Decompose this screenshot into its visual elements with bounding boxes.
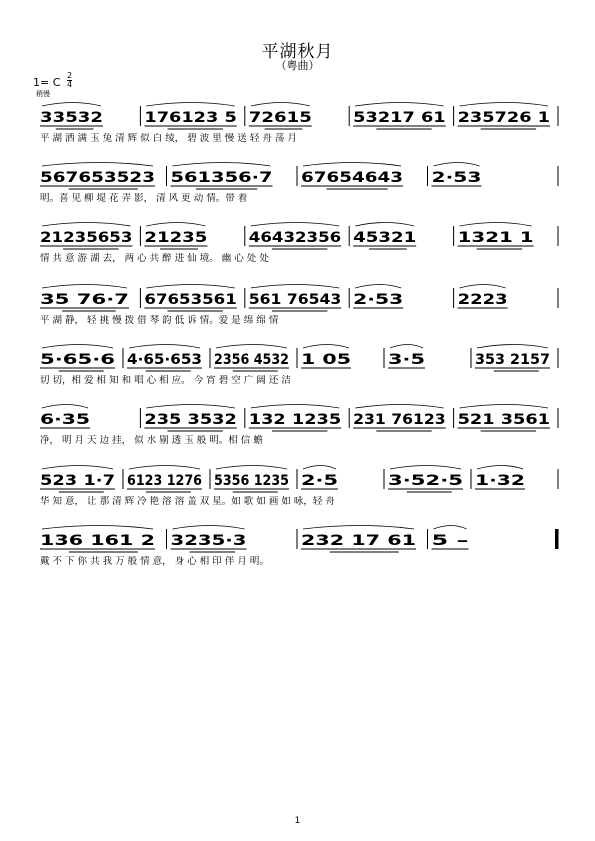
- bar-notes: 2·5: [301, 473, 338, 489]
- slur-mark: [355, 405, 443, 409]
- lyric-line: 平 湖 静， 轻 挑 慢 拨 借 琴 韵 低 诉 情。爱 是 绵 绵 情: [40, 315, 279, 326]
- bar-notes: 2·53: [353, 292, 404, 308]
- bar-notes: 561356·7: [170, 170, 273, 186]
- slur-mark: [42, 223, 130, 227]
- score-row: [40, 163, 558, 190]
- slur-mark: [460, 285, 506, 289]
- bar-notes: 5·65·6: [40, 352, 115, 368]
- time-signature-top: 2: [67, 71, 73, 80]
- slur-mark: [129, 466, 200, 470]
- bar-notes: 235 3532: [144, 412, 237, 428]
- bar-notes: 3·5: [388, 352, 425, 368]
- bar-notes: 1 05: [301, 352, 351, 368]
- slur-mark: [303, 526, 414, 530]
- slur-mark: [251, 223, 339, 227]
- bar-notes: 136 161 2: [40, 533, 155, 549]
- slur-mark: [355, 285, 401, 289]
- bar-notes: 21235653: [40, 230, 133, 246]
- lyric-line: 明。喜 见 柳 堤 花 弄 影， 清 风 更 动 情。带 着: [40, 193, 248, 204]
- slur-mark: [460, 103, 548, 107]
- slur-mark: [42, 285, 127, 289]
- bar-notes: 523 1·7: [40, 473, 115, 489]
- time-signature-bottom: 4: [67, 80, 73, 89]
- slur-mark: [216, 345, 287, 349]
- slur-mark: [390, 466, 461, 470]
- key-signature: 1= C: [33, 76, 61, 89]
- bar-notes: 45321: [353, 230, 417, 246]
- bar-notes: 35 76·7: [40, 292, 129, 308]
- bar-notes: 1321 1: [457, 230, 534, 246]
- score-row: [40, 466, 558, 493]
- slur-mark: [355, 103, 443, 107]
- slur-mark: [42, 345, 113, 349]
- score-row: [40, 345, 558, 372]
- slur-mark: [173, 526, 245, 530]
- score-row: [40, 526, 558, 553]
- score-row: [40, 223, 558, 250]
- bar-notes: 5356 1235: [214, 473, 289, 489]
- lyric-line: 情 共 意 游 湖 去， 两 心 共 醉 进 仙 境。 幽 心 处 处: [40, 253, 269, 264]
- slur-mark: [129, 345, 200, 349]
- bar-notes: 6·35: [40, 412, 90, 428]
- bar-notes: 46432356: [248, 230, 342, 246]
- slur-mark: [251, 103, 310, 107]
- bar-notes: 235726 1: [457, 110, 550, 126]
- bar-notes: 3235·3: [170, 533, 247, 549]
- bar-notes: 567653523: [40, 170, 155, 186]
- bar-notes: 67653561: [144, 292, 237, 308]
- slur-mark: [477, 466, 523, 470]
- bar-notes: 33532: [40, 110, 103, 126]
- score-row: [40, 285, 558, 312]
- bar-notes: 21235: [144, 230, 208, 246]
- bar-notes: 3·52·5: [388, 473, 463, 489]
- lyric-line: 平 湖 洒 满 玉 兔 清 辉 似 白 绫， 碧 波 里 慢 送 轻 舟 荡 月: [40, 133, 297, 144]
- slur-mark: [460, 223, 532, 227]
- bar-notes: 232 17 61: [301, 533, 416, 549]
- slur-mark: [434, 526, 467, 530]
- bar-notes: 53217 61: [353, 110, 446, 126]
- score-row: [40, 405, 558, 432]
- slur-mark: [303, 163, 401, 167]
- slur-mark: [251, 405, 339, 409]
- slur-mark: [216, 466, 287, 470]
- slur-mark: [42, 405, 88, 409]
- slur-mark: [146, 405, 234, 409]
- bar-notes: 67654643: [301, 170, 403, 186]
- slur-mark: [303, 466, 336, 470]
- slur-mark: [390, 345, 423, 349]
- score-row: [40, 103, 558, 130]
- bar-notes: 4·65·653: [127, 352, 202, 368]
- page-title: 平湖秋月: [261, 42, 334, 62]
- lyric-line: 净， 明 月 天 边 挂， 似 水 剔 透 玉 般 明。相 信 蟾: [40, 435, 263, 446]
- slur-mark: [355, 223, 414, 227]
- bar-notes: 1·32: [475, 473, 525, 489]
- bar-notes: 5 –: [431, 533, 469, 549]
- bar-notes: 72615: [248, 110, 312, 126]
- final-barline: [555, 529, 558, 549]
- tempo-marking: 稍慢: [36, 90, 50, 98]
- slur-mark: [434, 163, 480, 167]
- slur-mark: [477, 345, 548, 349]
- slur-mark: [251, 285, 339, 289]
- slur-mark: [42, 163, 153, 167]
- slur-mark: [146, 103, 234, 107]
- slur-mark: [173, 163, 271, 167]
- bar-notes: 561 76543: [248, 292, 342, 308]
- slur-mark: [42, 466, 113, 470]
- bar-notes: 231 76123: [353, 412, 446, 428]
- bar-notes: 2356 4532: [214, 352, 289, 368]
- bar-notes: 2·53: [431, 170, 482, 186]
- subtitle: （粤曲）: [275, 59, 320, 72]
- lyric-line: 戴 不 下 你 共 我 万 般 情 意， 身 心 相 印 伴 月 明。: [40, 556, 269, 567]
- slur-mark: [460, 405, 548, 409]
- lyric-line: 切 切，相 爱 相 知 和 唱 心 相 应。 今 宵 碧 空 广 阔 还 洁: [40, 375, 291, 386]
- bar-notes: 521 3561: [457, 412, 550, 428]
- bar-notes: 176123 5: [144, 110, 237, 126]
- slur-mark: [303, 345, 349, 349]
- bar-notes: 6123 1276: [127, 473, 202, 489]
- slur-mark: [146, 223, 205, 227]
- bar-notes: 2223: [457, 292, 508, 308]
- lyric-line: 华 知 意， 让 那 清 辉 冷 艳 溶 溶 盖 双 星。如 歌 如 画 如 咏，轻 舟: [40, 496, 335, 507]
- bar-notes: 132 1235: [248, 412, 342, 428]
- slur-mark: [42, 103, 101, 107]
- page-number: 1: [294, 816, 301, 826]
- slur-mark: [146, 285, 234, 289]
- slur-mark: [42, 526, 153, 530]
- bar-notes: 353 2157: [475, 352, 550, 368]
